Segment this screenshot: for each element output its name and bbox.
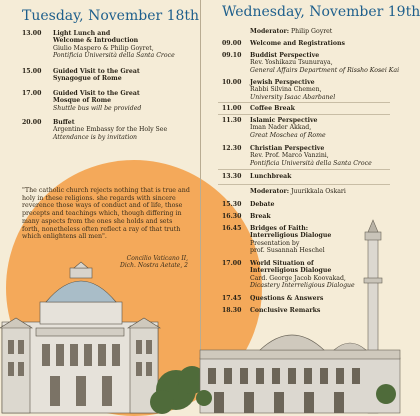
event-time: 15.30 <box>222 201 242 208</box>
event-time: 17.00 <box>22 90 42 97</box>
quote-source-line: Concilio Vaticano II, <box>126 255 188 262</box>
event-title: Break <box>250 213 271 220</box>
event-affiliation: Dicastery Interreligious Dialogue <box>250 282 355 290</box>
event-time: 13.30 <box>222 173 242 180</box>
event-title: Interreligious Dialogue <box>250 232 332 240</box>
day-title-wednesday: Wednesday, November 19th <box>222 4 420 20</box>
event-speaker: Rev. Yoshikazu Tsunuraya, <box>250 59 333 67</box>
event-time: 11.30 <box>222 117 242 124</box>
mosque-illustration <box>200 218 400 413</box>
event-speaker: Iman Nader Akkad, <box>250 124 312 132</box>
section-rule <box>218 102 390 103</box>
event-affiliation: Pontificia Università della Santa Croce <box>250 159 372 167</box>
event-speaker: Giulio Maspero & Philip Goyret, <box>53 44 154 52</box>
event-affiliation: Pontificia Università della Santa Croce <box>53 52 175 60</box>
event-title: Welcome and Registrations <box>250 40 345 47</box>
event-time: 13.00 <box>22 30 42 37</box>
event-time: 09.00 <box>222 40 242 47</box>
event-speaker: Presentation by <box>250 239 300 247</box>
event-title: Buffet <box>53 119 75 126</box>
event-note: Attendance is by invitation <box>53 133 138 141</box>
event-title: Interreligious Dialogue <box>250 267 332 275</box>
event-time: 11.00 <box>222 105 242 112</box>
quote-source-line: Dich. Nostra Aetate, 2 <box>120 262 188 270</box>
event-title: Bridges of Faith: <box>250 225 309 232</box>
event-location: Argentine Embassy for the Holy See <box>53 126 168 134</box>
event-title: Debate <box>250 201 275 208</box>
event-title: Islamic Perspective <box>250 117 318 124</box>
event-title: Buddist Perspective <box>250 52 320 59</box>
event-title: Guided Visit to the Great <box>53 90 140 97</box>
event-affiliation: General Affairs Department of Rissho Kosei Kai <box>250 66 400 74</box>
event-title: Conclusive Remarks <box>250 307 321 314</box>
event-time: 16.30 <box>222 213 242 220</box>
event-title: Lunchbreak <box>250 173 292 180</box>
day-title-tuesday: Tuesday, November 18th <box>22 8 200 24</box>
moderator-name: Philip Goyret <box>291 28 333 35</box>
vatican-quote: "The catholic church rejects nothing that is true and holy in these religions. she regards with sincere reverence those ways of conduct and of life, those precepts and teachings which, though differing in many aspects from the ones she holds and sets forth, nonetheless often reflect a ray of that truth which enlightens all men". <box>22 187 190 241</box>
event-title: Guided Visit to the Great <box>53 68 140 75</box>
event-speaker: Rabbi Silvina Chemen, <box>250 86 322 94</box>
moderator-line <box>250 28 332 35</box>
event-time: 18.30 <box>222 307 242 314</box>
event-affiliation: Great Moschea of Rome <box>250 131 326 139</box>
section-rule <box>218 184 390 185</box>
event-title: Coffee Break <box>250 105 295 112</box>
event-speaker: Card. George Jacob Koovakad, <box>250 274 346 282</box>
section-rule <box>218 114 390 115</box>
event-time: 12.30 <box>222 145 242 152</box>
event-title: Questions & Answers <box>250 295 324 302</box>
event-title: Synagogue of Rome <box>53 75 122 83</box>
event-time: 17.45 <box>222 295 242 302</box>
event-note: Shuttle bus will be provided <box>53 104 142 112</box>
event-title: Light Lunch and <box>53 30 111 37</box>
event-title: Christian Perspective <box>250 145 325 152</box>
event-affiliation: University Isaac Abarbanel <box>250 93 336 101</box>
event-time: 15.00 <box>22 68 42 75</box>
event-title: Mosque of Rome <box>53 97 112 105</box>
event-speaker: Rev. Prof. Marco Vanzini, <box>250 152 329 160</box>
section-rule <box>218 169 390 170</box>
event-title: Welcome & Introduction <box>53 37 139 45</box>
event-title: World Situation of <box>250 260 314 267</box>
moderator-label: Moderator: <box>250 188 290 195</box>
event-speaker: prof. Susannah Heschel <box>250 247 325 255</box>
moderator-label: Moderator: <box>250 28 290 35</box>
event-time: 17.00 <box>222 260 242 267</box>
event-title: Jewish Perspective <box>250 79 315 86</box>
event-time: 20.00 <box>22 119 42 126</box>
event-time: 09.10 <box>222 52 242 59</box>
moderator-name: Juurikkala Oskari <box>291 188 346 195</box>
moderator-line <box>250 188 346 195</box>
event-time: 10.00 <box>222 79 242 86</box>
event-time: 16.45 <box>222 225 242 232</box>
synagogue-illustration <box>0 262 200 413</box>
